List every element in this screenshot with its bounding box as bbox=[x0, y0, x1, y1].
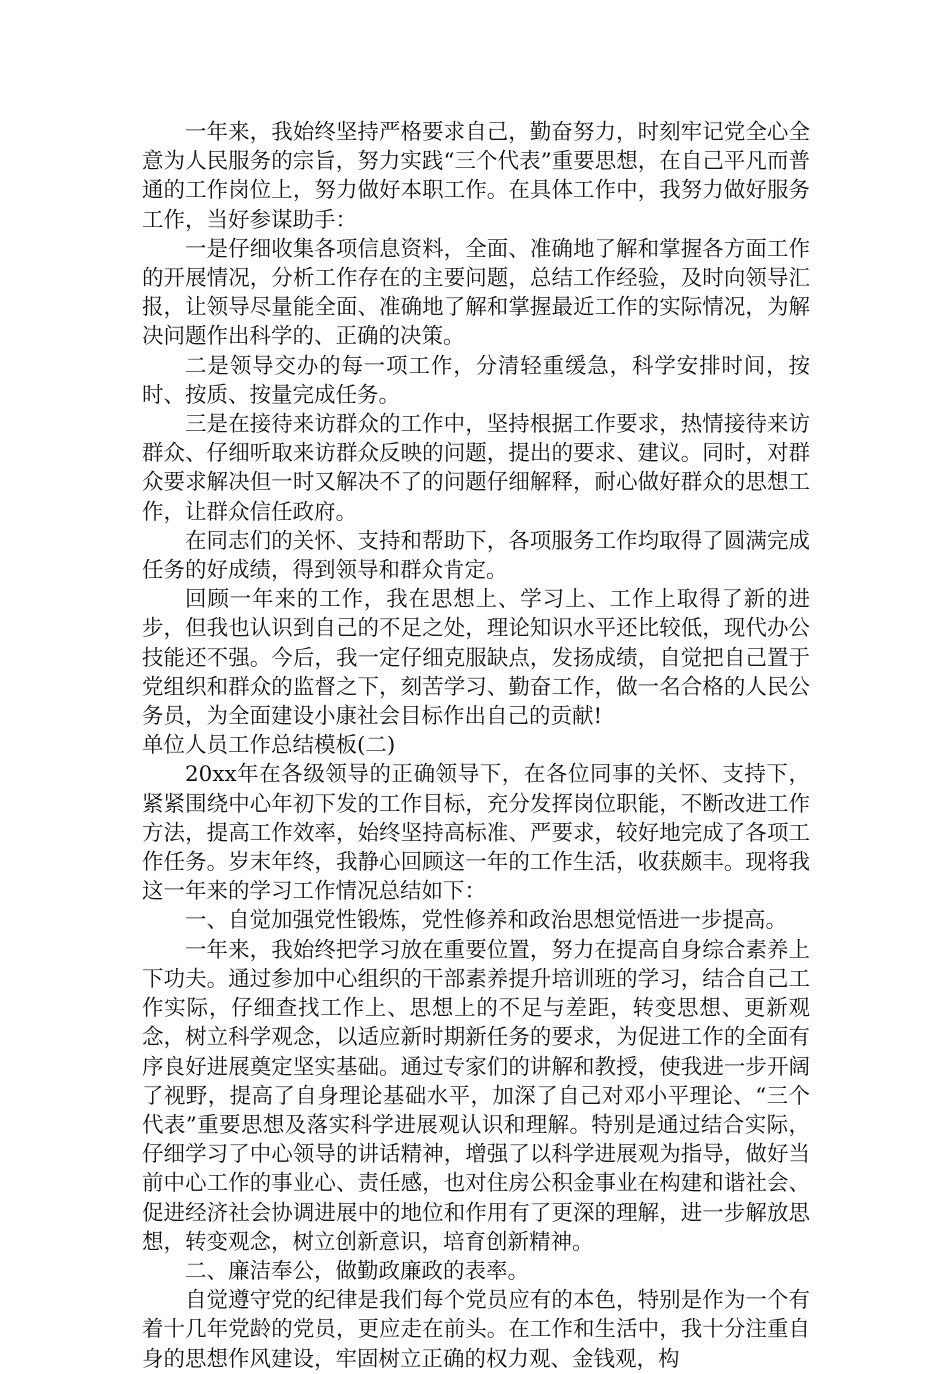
paragraph-9: 一年来，我始终把学习放在重要位置，努力在提高自身综合素养上下功夫。通过参加中心组织的干部素养提升培训班的学习，结合自己工作实际，仔细查找工作上、思想上的不足与差距，转变思想、更新观念，树立科学观念，以适应新时期新任务的要求，为促进工作的全面有序良好进展奠定坚实基础。通过专家们的讲解和教授，使我进一步开阔了视野，提高了自身理论基础水平，加深了自己对邓小平理论、“三个代表”重要思想及落实科学进展观认识和理解。特别是通过结合实际，仔细学习了中心领导的讲话精神，增强了以科学进展观为指导，做好当前中心工作的事业心、责任感，也对住房公积金事业在构建和谐社会、促进经济社会协调进展中的地位和作用有了更深的理解，进一步解放思想，转变观念，树立创新意识，培育创新精神。 bbox=[142, 937, 810, 1255]
paragraph-6: 回顾一年来的工作，我在思想上、学习上、工作上取得了新的进步，但我也认识到自己的不足之处，理论知识水平还比较低，现代办公技能还不强。今后，我一定仔细克服缺点，发扬成绩，自觉把自己置于党组织和群众的监督之下，刻苦学习、勤奋工作，做一名合格的人民公务员，为全面建设小康社会目标作出自己的贡献! bbox=[142, 587, 810, 730]
paragraph-8: 一、自觉加强党性锻炼，党性修养和政治思想觉悟进一步提高。 bbox=[185, 908, 788, 934]
paragraph-2: 一是仔细收集各项信息资料，全面、准确地了解和掌握各方面工作的开展情况，分析工作存在的主要问题，总结工作经验，及时向领导汇报，让领导尽量能全面、准确地了解和掌握最近工作的实际情况，为解决问题作出科学的、正确的决策。 bbox=[142, 236, 810, 350]
section-heading: 单位人员工作总结模板(二) bbox=[142, 733, 396, 759]
paragraph-4: 三是在接待来访群众的工作中，坚持根据工作要求，热情接待来访群众、仔细听取来访群众反映的问题，提出的要求、建议。同时，对群众要求解决但一时又解决不了的问题仔细解释，耐心做好群众的思想工作，让群众信任政府。 bbox=[142, 412, 810, 525]
document-body bbox=[142, 118, 810, 1374]
paragraph-10: 二、廉洁奉公，做勤政廉政的表率。 bbox=[185, 1258, 530, 1284]
paragraph-7: 20xx年在各级领导的正确领导下，在各位同事的关怀、支持下，紧紧围绕中心年初下发的工作目标，充分发挥岗位职能，不断改进工作方法，提高工作效率，始终坚持高标准、严要求，较好地完成了各项工作任务。岁末年终，我静心回顾这一年的工作生活，收获颇丰。现将我这一年来的学习工作情况总结如下： bbox=[142, 762, 810, 905]
paragraph-1: 一年来，我始终坚持严格要求自己，勤奋努力，时刻牢记党全心全意为人民服务的宗旨，努力实践“三个代表”重要思想，在自己平凡而普通的工作岗位上，努力做好本职工作。在具体工作中，我努力做好服务工作，当好参谋助手： bbox=[142, 120, 810, 233]
paragraph-5: 在同志们的关怀、支持和帮助下，各项服务工作均取得了圆满完成任务的好成绩，得到领导和群众肯定。 bbox=[142, 528, 810, 584]
paragraph-3: 二是领导交办的每一项工作，分清轻重缓急，科学安排时间，按时、按质、按量完成任务。 bbox=[142, 353, 810, 408]
paragraph-11: 自觉遵守党的纪律是我们每个党员应有的本色，特别是作为一个有着十几年党龄的党员，更应走在前头。在工作和生活中，我十分注重自身的思想作风建设，牢固树立正确的权力观、金钱观，构 bbox=[142, 1288, 810, 1372]
